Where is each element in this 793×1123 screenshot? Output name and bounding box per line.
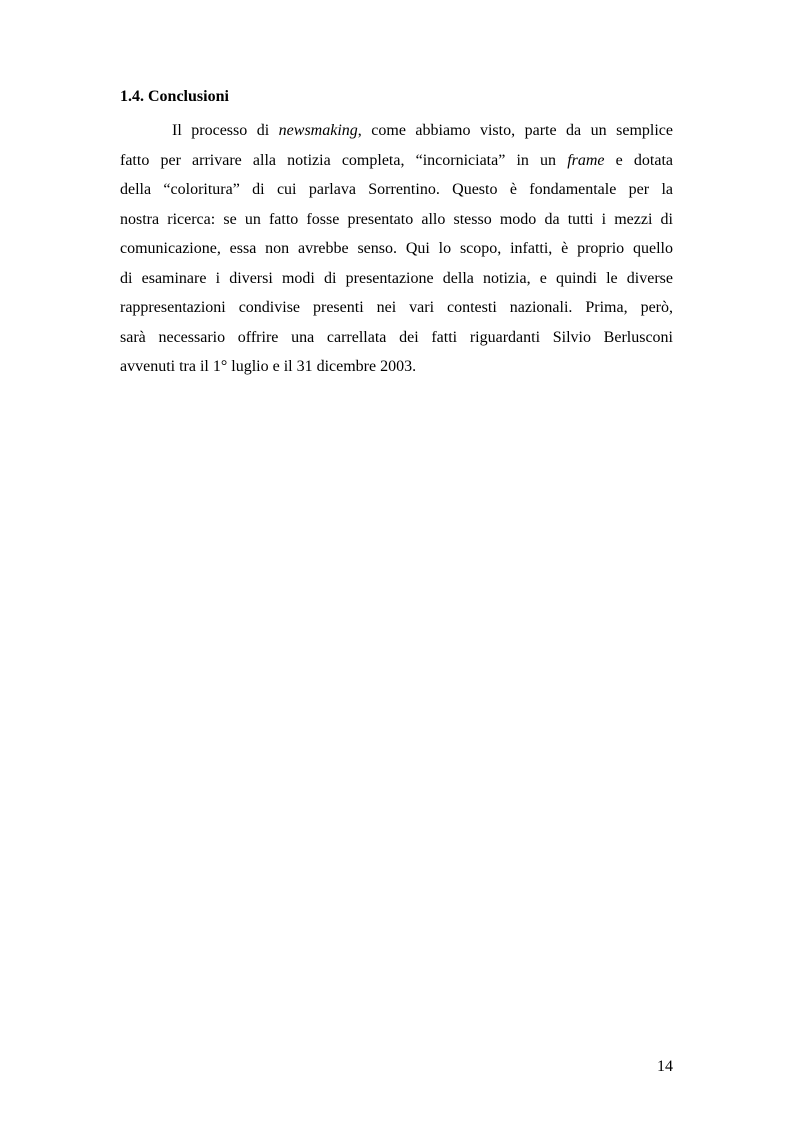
paragraph-line: nostra ricerca: se un fatto fosse presentato allo stesso modo da tutti i mezzi di [120,210,673,228]
emphasized-term: frame [567,151,605,169]
emphasized-term: newsmaking [278,122,358,139]
paragraph-line: avvenuti tra il 1° luglio e il 31 dicembre 2003. [120,358,417,375]
paragraph-line: Il processo di newsmaking, come abbiamo visto, parte da un semplice [172,122,673,139]
page-number: 14 [657,1058,673,1075]
paragraph-line: di esaminare i diversi modi di presentazione della notizia, e quindi le diverse [120,269,673,287]
paragraph-line: sarà necessario offrire una carrellata dei fatti riguardanti Silvio Berlusconi [120,328,673,346]
paragraph-line: fatto per arrivare alla notizia completa, “incorniciata” in un frame e dotata [120,151,673,169]
paragraph-line: rappresentazioni condivise presenti nei vari contesti nazionali. Prima, però, [120,299,673,316]
body-paragraph [120,116,673,382]
paragraph-line: comunicazione, essa non avrebbe senso. Qui lo scopo, infatti, è proprio quello [120,240,673,257]
section-heading: 1.4. Conclusioni [120,88,229,105]
paragraph-line: della “coloritura” di cui parlava Sorrentino. Questo è fondamentale per la [120,181,673,198]
